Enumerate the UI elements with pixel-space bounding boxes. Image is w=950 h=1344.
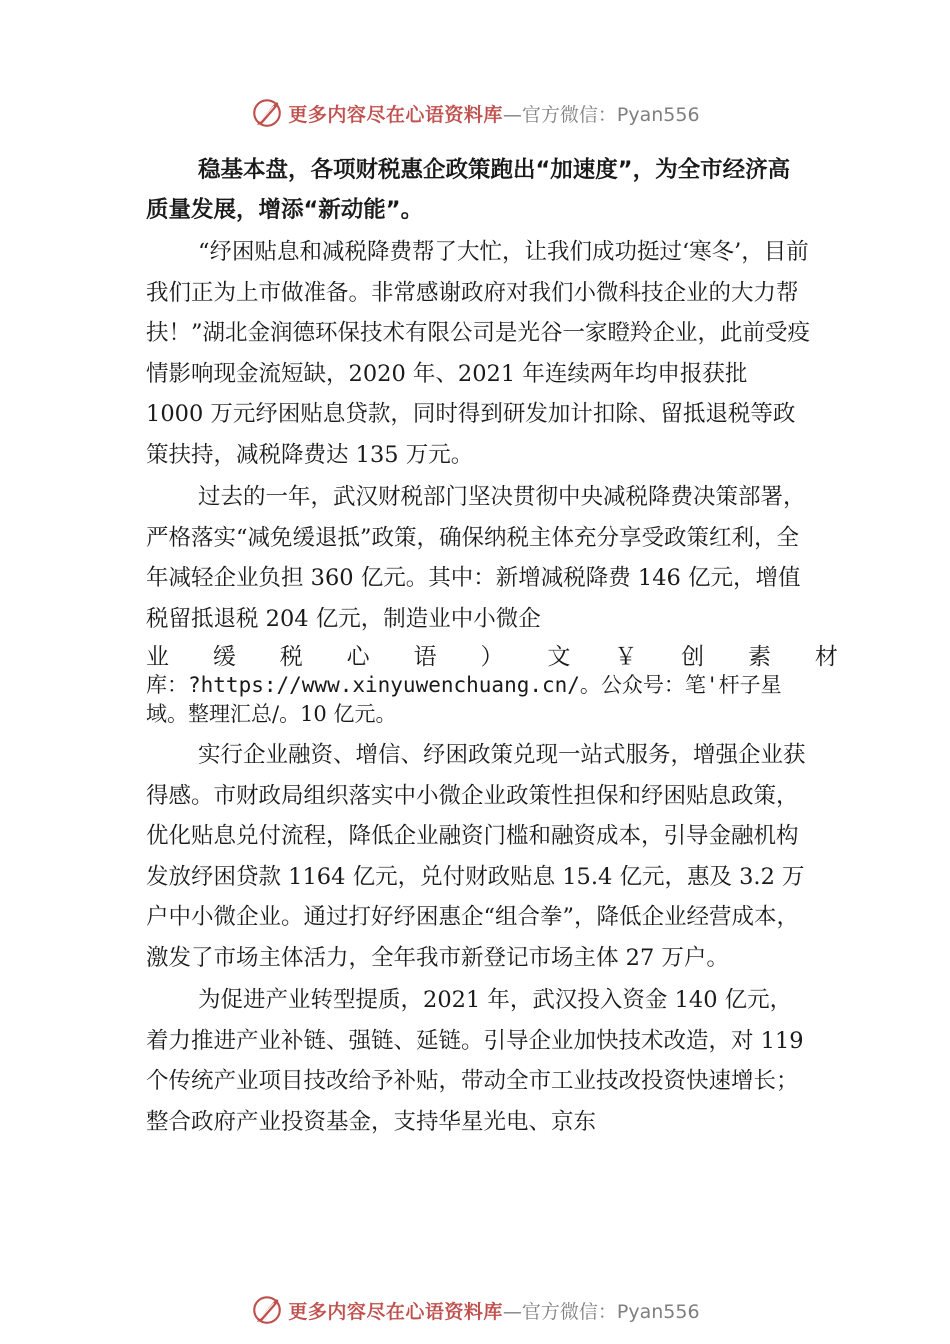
- banner-title: 更多内容尽在心语资料库: [288, 103, 503, 126]
- spread-line: [146, 643, 838, 671]
- paragraph-4: 实行企业融资、增信、纾困政策兑现一站式服务，增强企业获得感。市财政局组织落实中小微企业政策性担保和纾困贴息政策，优化贴息兑付流程，降低企业融资门槛和融资成本，引导金融机构发放纾困贷款 1164 亿元，兑付财政贴息 15.4 亿元，惠及 3.2 万户中小微企业。通过打好纾困惠企“组合拳”，降低企业经营成本，激发了市场主体活力，全年我市新登记市场主体 27 万户。: [146, 742, 806, 971]
- paragraph-5: 为促进产业转型提质，2021 年，武汉投入资金 140 亿元，着力推进产业补链、强链、延链。引导企业加快技术改造，对 119 个传统产业项目技改给予补贴，带动全市工业技改投资快速增长；整合政府产业投资基金，支持华星光电、京东: [146, 987, 804, 1135]
- spread-char: 素: [748, 644, 772, 670]
- spread-char: 缓: [212, 644, 236, 670]
- banner-wechat: —官方微信：Pyan556: [502, 1300, 700, 1323]
- source-url-line: 库：?https://www.xinyuwenchuang.cn/。公众号：笔'杆子星: [146, 673, 782, 697]
- paragraph-1: 稳基本盘，各项财税惠企政策跑出“加速度”，为全市经济高质量发展，增添“新动能”。: [146, 157, 791, 223]
- spread-char: 语: [413, 644, 437, 670]
- document-body: [146, 150, 838, 1142]
- quill-logo-icon: [250, 96, 284, 130]
- paragraph-3-tail: 域。整理汇总/。10 亿元。: [146, 702, 397, 726]
- header-banner: [0, 93, 950, 133]
- spread-char: 创: [681, 644, 705, 670]
- footer-banner: [0, 1290, 950, 1330]
- banner-title: 更多内容尽在心语资料库: [288, 1300, 503, 1323]
- spread-char: 材: [814, 644, 838, 670]
- spread-char: 税: [279, 644, 303, 670]
- spread-char: 文: [547, 644, 571, 670]
- paragraph-2: “纾困贴息和减税降费帮了大忙，让我们成功挺过‘寒冬’，目前我们正为上市做准备。非常感谢政府对我们小微科技企业的大力帮扶！”湖北金润德环保技术有限公司是光谷一家瞪羚企业，此前受疫情影响现金流短缺，2020 年、2021 年连续两年均申报获批 1000 万元纾困贴息贷款，同时得到研发加计扣除、留抵退税等政策扶持，减税降费达 135 万元。: [146, 239, 811, 468]
- paragraph-3: 过去的一年，武汉财税部门坚决贯彻中央减税降费决策部署，严格落实“减免缓退抵”政策，确保纳税主体充分享受政策红利，全年减轻企业负担 360 亿元。其中：新增减税降费 146 亿元，增值税留抵退税 204 亿元，制造业中小微企: [146, 484, 806, 632]
- spread-char: ￥: [614, 644, 638, 670]
- banner-wechat: —官方微信：Pyan556: [502, 103, 700, 126]
- quill-logo-icon: [250, 1293, 284, 1327]
- spread-char: 心: [346, 644, 370, 670]
- spread-char: ）: [480, 644, 504, 670]
- spread-char: 业: [146, 644, 169, 670]
